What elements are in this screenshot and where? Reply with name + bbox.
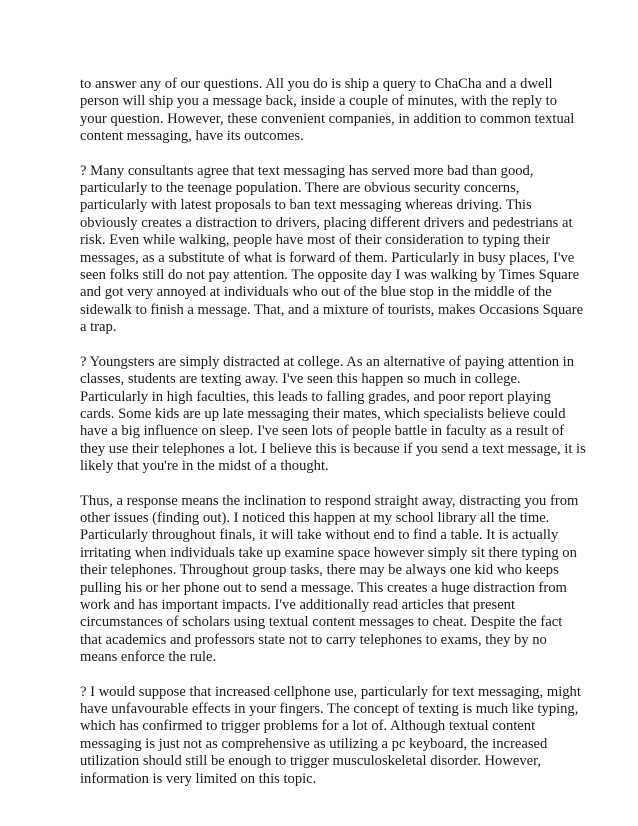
text-line: your question. However, these convenient companies, in addition to common textual [80,110,575,127]
text-line: risk. Even while walking, people have most of their consideration to typing their [80,232,551,249]
text-line: utilization should still be enough to trigger musculoskeletal disorder. However, [80,753,542,770]
body-paragraph [80,683,581,788]
text-line: Particularly in high faculties, this leads to falling grades, and poor report playing [80,388,551,405]
text-line: Particularly throughout finals, it will take without end to find a table. It is actually [80,527,559,544]
text-line: particularly to the teenage population. There are obvious security concerns, [80,180,520,197]
text-line: classes, students are texting away. I've seen this happen so much in college. [80,371,521,388]
text-line: a trap. [80,319,117,336]
text-line: other issues (finding out). I noticed this happen at my school library all the time. [80,509,550,526]
text-line: they use their telephones a lot. I believe this is because if you send a text message, it is [80,440,586,457]
text-line: particularly with latest proposals to ban text messaging whereas driving. This [80,197,532,214]
body-paragraph [80,492,579,667]
text-line: and got very annoyed at individuals who out of the blue stop in the middle of the [80,284,552,301]
text-line: irritating when individuals take up examine space however simply sit there typing on [80,544,577,561]
text-line: Thus, a response means the inclination to respond straight away, distracting you from [80,492,579,509]
text-line: to answer any of our questions. All you do is ship a query to ChaCha and a dwell [80,76,553,92]
text-line: ? Many consultants agree that text messaging has served more bad than good, [80,162,534,179]
text-line: have unfavourable effects in your fingers. The concept of texting is much like typing, [80,701,579,717]
text-line: ? Youngsters are simply distracted at college. As an alternative of paying attention in [80,353,575,370]
text-line: content messaging, have its outcomes. [80,128,304,145]
text-line: messaging is just not as comprehensive as utilizing a pc keyboard, the increased [80,735,548,752]
text-line: messages, as a substitute of what is forward of them. Particularly in busy places, I've [80,249,575,266]
text-line: person will ship you a message back, inside a couple of minutes, with the reply to [80,93,558,110]
text-line: pulling his or her phone out to send a message. This creates a huge distraction from [80,579,567,596]
body-paragraph [80,76,575,146]
body-paragraph [80,353,586,476]
text-line: sidewalk to finish a message. That, and a mixture of tourists, makes Occasions Square [80,301,584,318]
text-line: obviously creates a distraction to drivers, placing different drivers and pedestrians at [80,214,573,231]
text-line: likely that you're in the midst of a thought. [80,458,329,475]
text-line: work and has important impacts. I've additionally read articles that present [80,596,516,613]
text-line: have a big influence on sleep. I've seen lots of people battle in faculty as a result of [80,423,565,440]
text-line: which has confirmed to trigger problems for a lot of. Although textual content [80,718,536,735]
text-line: seen folks still do not pay attention. The opposite day I was walking by Times Square [80,267,580,284]
body-paragraph [80,162,584,337]
text-line: that academics and professors state not to carry telephones to exams, they by no [80,631,547,648]
text-line: circumstances of scholars using textual content messages to cheat. Despite the fact [80,614,563,631]
document-body [80,76,586,805]
text-line: their telephones. Throughout group tasks, there may be always one kid who keeps [80,562,559,579]
text-line: ? I would suppose that increased cellphone use, particularly for text messaging, might [80,683,581,700]
text-line: information is very limited on this topic. [80,770,317,787]
text-line: cards. Some kids are up late messaging their mates, which specialists believe could [80,405,566,422]
text-line: means enforce the rule. [80,649,217,666]
